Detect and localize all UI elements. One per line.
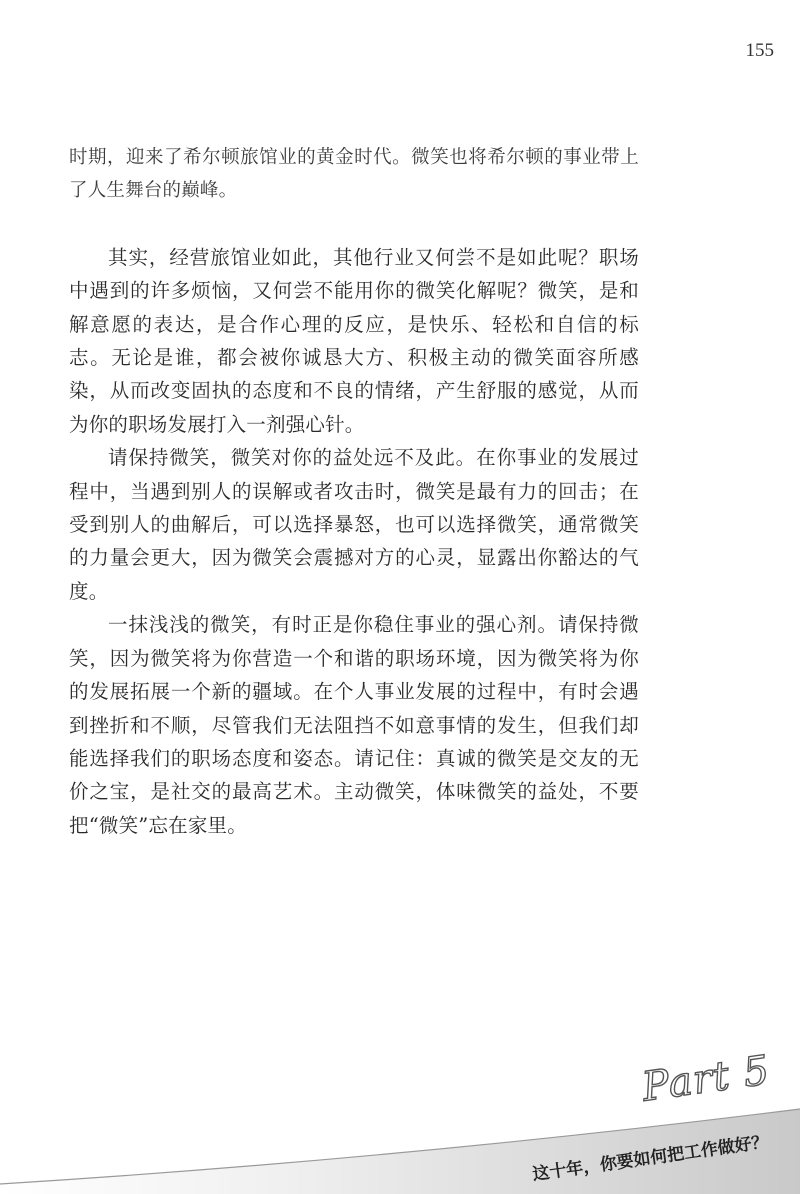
part-logo: Part 5 (639, 1047, 773, 1111)
paragraph-4: 一抹浅浅的微笑，有时正是你稳住事业的强心剂。请保持微笑，因为微笑将为你营造一个和谐的职场环境，因为微笑将为你的发展拓展一个新的疆域。在个人事业发展的过程中，有时会遇到挫折和不顺，尽管我们无法阻挡不如意事情的发生，但我们却能选择我们的职场态度和姿态。请记住：真诚的微笑是交友的无价之宝，是社交的最高艺术。主动微笑，体味微笑的益处，不要把“微笑”忘在家里。 (69, 613, 639, 837)
page-body (69, 141, 639, 842)
page-number: 155 (745, 40, 774, 61)
paragraph-1: 时期，迎来了希尔顿旅馆业的黄金时代。微笑也将希尔顿的事业带上了人生舞台的巅峰。 (69, 147, 639, 202)
footer-subtitle: 这十年，你要如何把工作做好？ (531, 1132, 770, 1186)
paragraph-3: 请保持微笑，微笑对你的益处远不及此。在你事业的发展过程中，当遇到别人的误解或者攻击时，微笑是最有力的回击；在受到别人的曲解后，可以选择暴怒，也可以选择微笑，通常微笑的力量会更大，因为微笑会震撼对方的心灵，显露出你豁达的气度。 (69, 446, 639, 603)
paragraph-2: 其实，经营旅馆业如此，其他行业又何尝不是如此呢？职场中遇到的许多烦恼，又何尝不能用你的微笑化解呢？微笑，是和解意愿的表达，是合作心理的反应，是快乐、轻松和自信的标志。无论是谁，都会被你诚恳大方、积极主动的微笑面容所感染，从而改变固执的态度和不良的情绪，产生舒服的感觉，从而为你的职场发展打入一剂强心针。 (69, 245, 639, 436)
paragraph-gap (69, 208, 639, 241)
